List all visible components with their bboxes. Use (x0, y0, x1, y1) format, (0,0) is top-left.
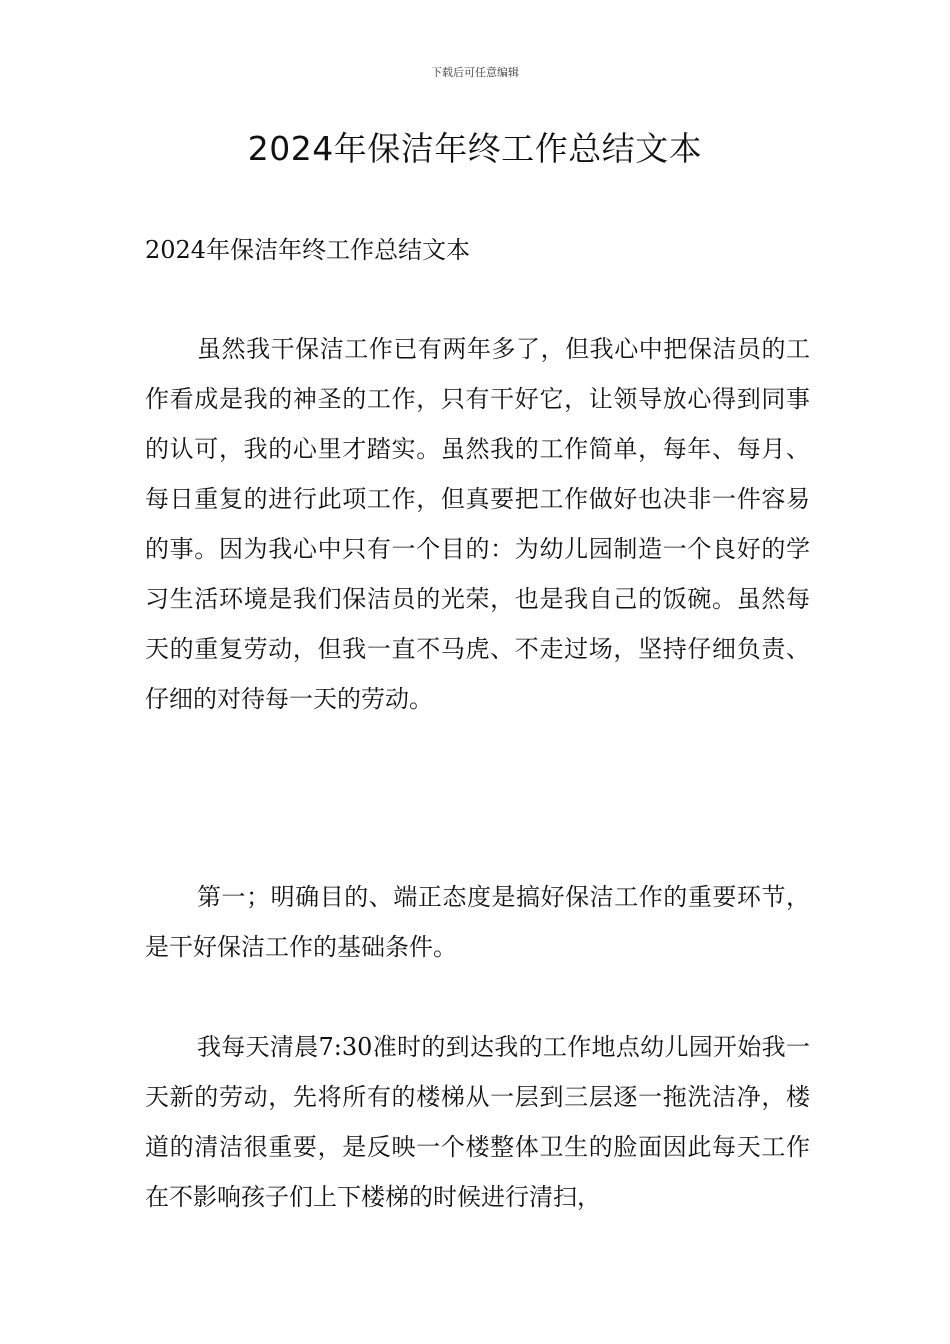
document-subtitle: 2024年保洁年终工作总结文本 (145, 236, 471, 264)
header-note: 下载后可任意编辑 (431, 66, 519, 79)
body-paragraph: 我每天清晨7:30准时的到达我的工作地点幼儿园开始我一天新的劳动，先将所有的楼梯从一层到三层逐一拖洗洁净，楼道的清洁很重要，是反映一个楼整体卫生的脸面因此每天工作在不影响孩子们上下楼梯的时候进行清扫， (145, 1033, 810, 1211)
body-paragraph: 虽然我干保洁工作已有两年多了，但我心中把保洁员的工作看成是我的神圣的工作，只有干好它，让领导放心得到同事的认可，我的心里才踏实。虽然我的工作简单，每年、每月、每日重复的进行此项工作，但真要把工作做好也决非一件容易的事。因为我心中只有一个目的：为幼儿园制造一个良好的学习生活环境是我们保洁员的光荣，也是我自己的饭碗。虽然每天的重复劳动，但我一直不马虎、不走过场，坚持仔细负责、仔细的对待每一天的劳动。 (145, 335, 810, 713)
body-paragraph: 第一；明确目的、端正态度是搞好保洁工作的重要环节，是干好保洁工作的基础条件。 (145, 883, 810, 961)
document-title: 2024年保洁年终工作总结文本 (247, 129, 703, 168)
